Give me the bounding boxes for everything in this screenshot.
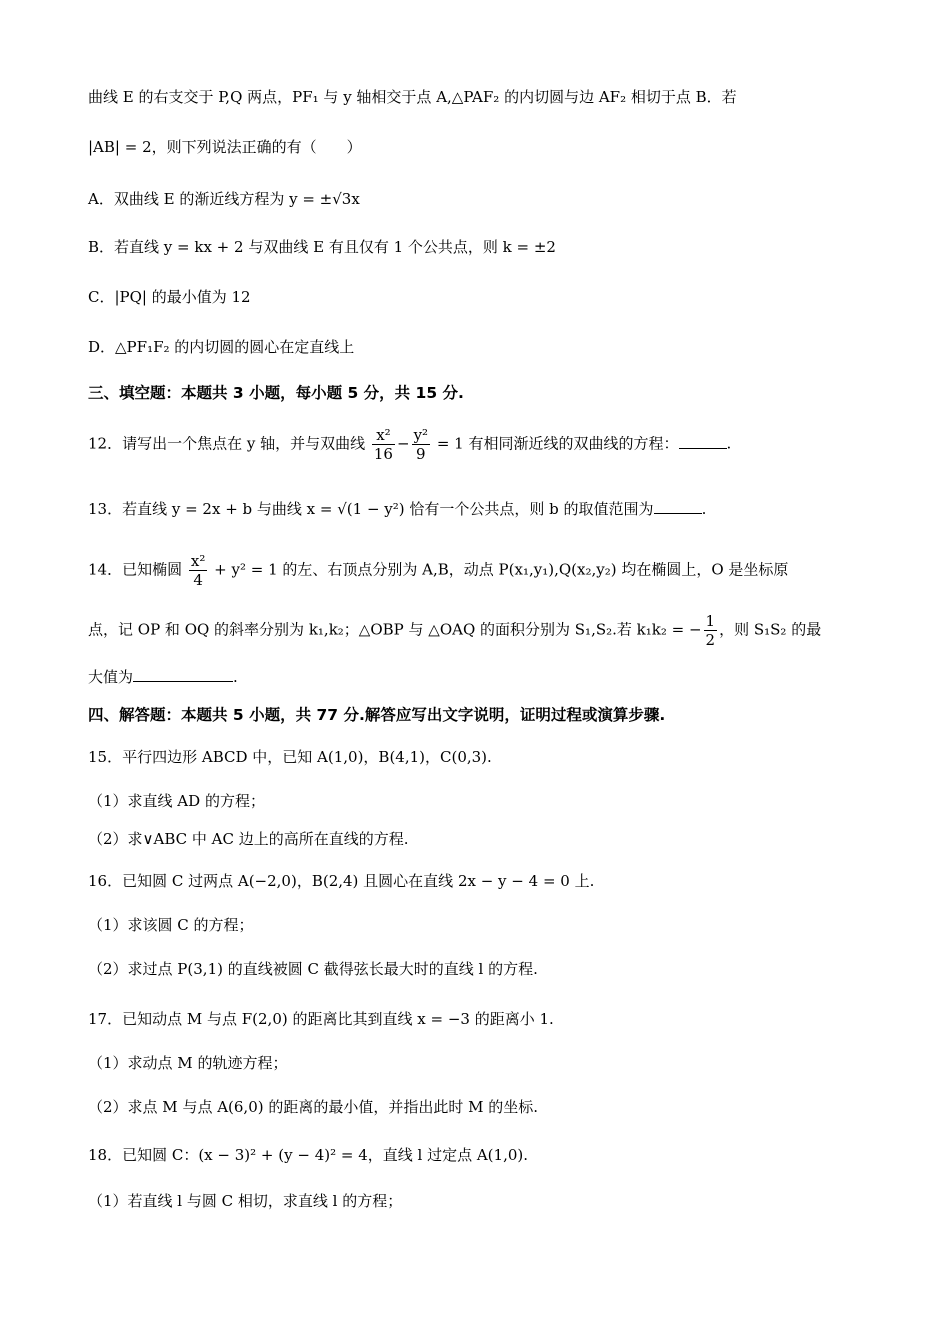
q15-part2: （2）求∨ABC 中 AC 边上的高所在直线的方程. <box>88 830 409 848</box>
q16-part1: （1）求该圆 C 的方程； <box>88 916 254 934</box>
q11-line2: |AB| = 2，则下列说法正确的有（ ） <box>88 138 362 156</box>
q12-frac-y: $\frac{\text{y²}}{9}$ <box>413 426 429 463</box>
q17-stem: 17．已知动点 M 与点 F(2,0) 的距离比其到直线 x = −3 的距离小 1. <box>88 1010 554 1028</box>
q11-option-a: A．双曲线 E 的渐近线方程为 y = ±√3x <box>88 190 360 208</box>
q12-post: = 1 有相同渐近线的双曲线的方程： <box>436 434 679 453</box>
q18-stem: 18．已知圆 C：(x − 3)² + (y − 4)² = 4，直线 l 过定点 A(1,0). <box>88 1146 529 1164</box>
q12-minus: − <box>396 434 410 453</box>
q14-answer-blank[interactable] <box>133 667 233 682</box>
q15-part1: （1）求直线 AD 的方程； <box>88 792 265 810</box>
q14-frac: $\frac{\text{x²}}{4}$ <box>190 552 206 589</box>
q16-part2: （2）求过点 P(3,1) 的直线被圆 C 截得弦长最大时的直线 l 的方程. <box>88 960 538 978</box>
q15-stem: 15．平行四边形 ABCD 中，已知 A(1,0)，B(4,1)，C(0,3). <box>88 748 492 766</box>
q12-pre: 12．请写出一个焦点在 y 轴，并与双曲线 <box>88 434 366 453</box>
q14-post: + y² = 1 的左、右顶点分别为 A,B，动点 P(x₁,y₁),Q(x₂,y₂) 均在椭圆上，O 是坐标原 <box>214 560 789 579</box>
q14-pre: 14．已知椭圆 <box>88 560 183 579</box>
q17-part1: （1）求动点 M 的轨迹方程； <box>88 1054 288 1072</box>
q11-option-d: D．△PF₁F₂ 的内切圆的圆心在定直线上 <box>88 338 355 356</box>
q12-answer-blank[interactable] <box>679 434 727 449</box>
q13: 13．若直线 y = 2x + b 与曲线 x = √(1 − y²) 恰有一个公共点，则 b 的取值范围为 . <box>88 500 707 518</box>
q14-line3: 大值为 . <box>88 668 238 686</box>
q11-option-c: C．|PQ| 的最小值为 12 <box>88 288 251 306</box>
q14-line2: 点，记 OP 和 OQ 的斜率分别为 k₁,k₂；△OBP 与 △OAQ 的面积分别为 S₁,S₂.若 k₁k₂ = − $\frac{1}{2}$ ，则 S₁S₂ 的最 <box>88 612 822 649</box>
q13-answer-blank[interactable] <box>654 499 702 514</box>
q12: 12．请写出一个焦点在 y 轴，并与双曲线 $\frac{\text{x²}}{16}$ − $\frac{\text{y²}}{9}$ = 1 有相同渐近线的双曲线的方程： . <box>88 426 732 463</box>
q14-line1 <box>88 552 788 589</box>
q16-stem: 16．已知圆 C 过两点 A(−2,0)，B(2,4) 且圆心在直线 2x − y − 4 = 0 上. <box>88 872 595 890</box>
q14-half: $\frac{1}{2}$ <box>705 612 716 649</box>
q17-part2: （2）求点 M 与点 A(6,0) 的距离的最小值，并指出此时 M 的坐标. <box>88 1098 539 1116</box>
q13-text: 13．若直线 y = 2x + b 与曲线 x = √(1 − y²) 恰有一个公共点，则 b 的取值范围为 <box>88 500 654 518</box>
q18-part1: （1）若直线 l 与圆 C 相切，求直线 l 的方程； <box>88 1192 403 1210</box>
q11-option-b: B．若直线 y = kx + 2 与双曲线 E 有且仅有 1 个公共点，则 k = ±2 <box>88 238 556 256</box>
q11-line1: 曲线 E 的右支交于 P,Q 两点，PF₁ 与 y 轴相交于点 A,△PAF₂ 的内切圆与边 AF₂ 相切于点 B．若 <box>88 88 737 106</box>
q12-frac-x: $\frac{\text{x²}}{16}$ <box>373 426 393 463</box>
section-3-heading: 三、填空题：本题共 3 小题，每小题 5 分，共 15 分. <box>88 384 464 402</box>
section-4-heading: 四、解答题：本题共 5 小题，共 77 分.解答应写出文字说明，证明过程或演算步骤. <box>88 706 666 724</box>
